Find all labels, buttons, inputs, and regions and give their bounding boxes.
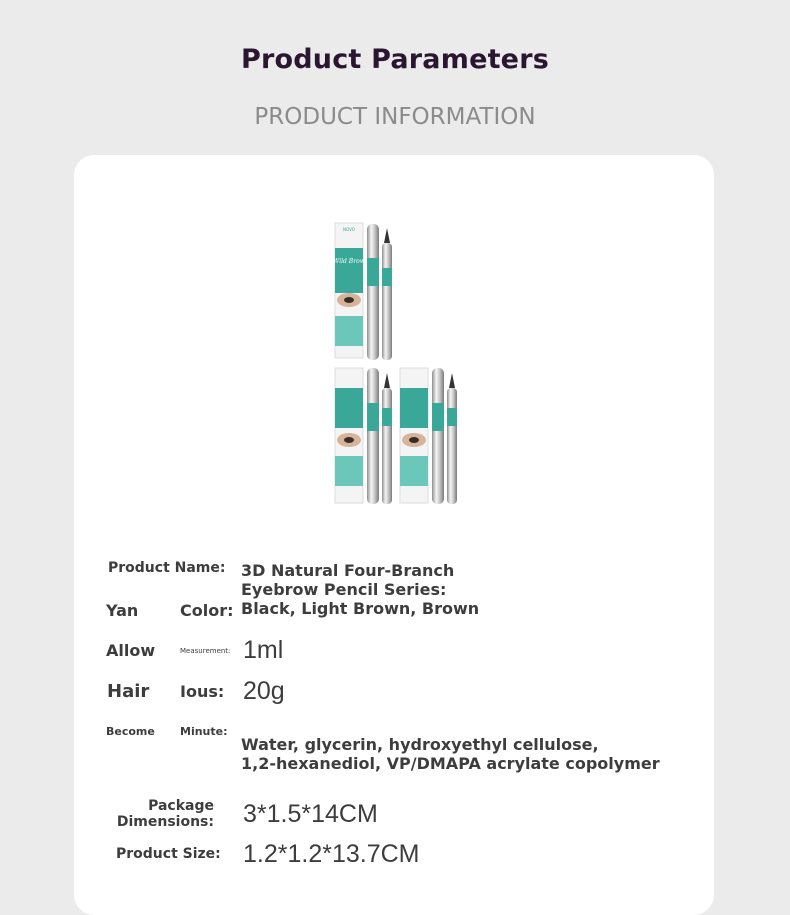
package-value: 3*1.5*14CM <box>243 800 378 828</box>
product-set-bottom-left <box>335 368 392 504</box>
product-name-value-line1: 3D Natural Four-Branch <box>241 561 455 580</box>
weight-label-b: Ious: <box>180 682 225 701</box>
package-label-line2: Dimensions: <box>116 814 214 830</box>
ingredients-value-line2: 1,2-hexanediol, VP/DMAPA acrylate copolymer <box>241 754 660 773</box>
box-brand-label: NOVO <box>343 227 355 232</box>
page-title: Product Parameters <box>241 44 549 75</box>
product-name-label: Product Name: <box>108 560 226 576</box>
product-name-value-line2: Eyebrow Pencil Series: <box>241 580 447 599</box>
ingredients-label-b: Minute: <box>180 725 228 738</box>
product-size-value: 1.2*1.2*13.7CM <box>243 840 420 868</box>
measure-label-b: Measurement: <box>180 647 231 655</box>
color-label-b: Color: <box>180 601 234 620</box>
ingredients-label-a: Become <box>106 725 155 738</box>
color-value: Black, Light Brown, Brown <box>241 599 480 618</box>
package-label-line1: Package <box>148 798 214 814</box>
weight-label-a: Hair <box>107 681 150 702</box>
page-subtitle: PRODUCT INFORMATION <box>254 104 536 130</box>
box-script-label: Wild Brow <box>333 258 365 265</box>
product-image <box>332 218 472 508</box>
weight-value: 20g <box>243 677 285 705</box>
measure-label-a: Allow <box>106 641 156 660</box>
product-set-bottom-right <box>400 368 457 504</box>
measure-value: 1ml <box>243 636 284 664</box>
color-label-a: Yan <box>106 601 139 620</box>
ingredients-value-line1: Water, glycerin, hydroxyethyl cellulose, <box>241 735 599 754</box>
product-size-label: Product Size: <box>116 846 221 862</box>
product-set-top <box>333 223 392 360</box>
